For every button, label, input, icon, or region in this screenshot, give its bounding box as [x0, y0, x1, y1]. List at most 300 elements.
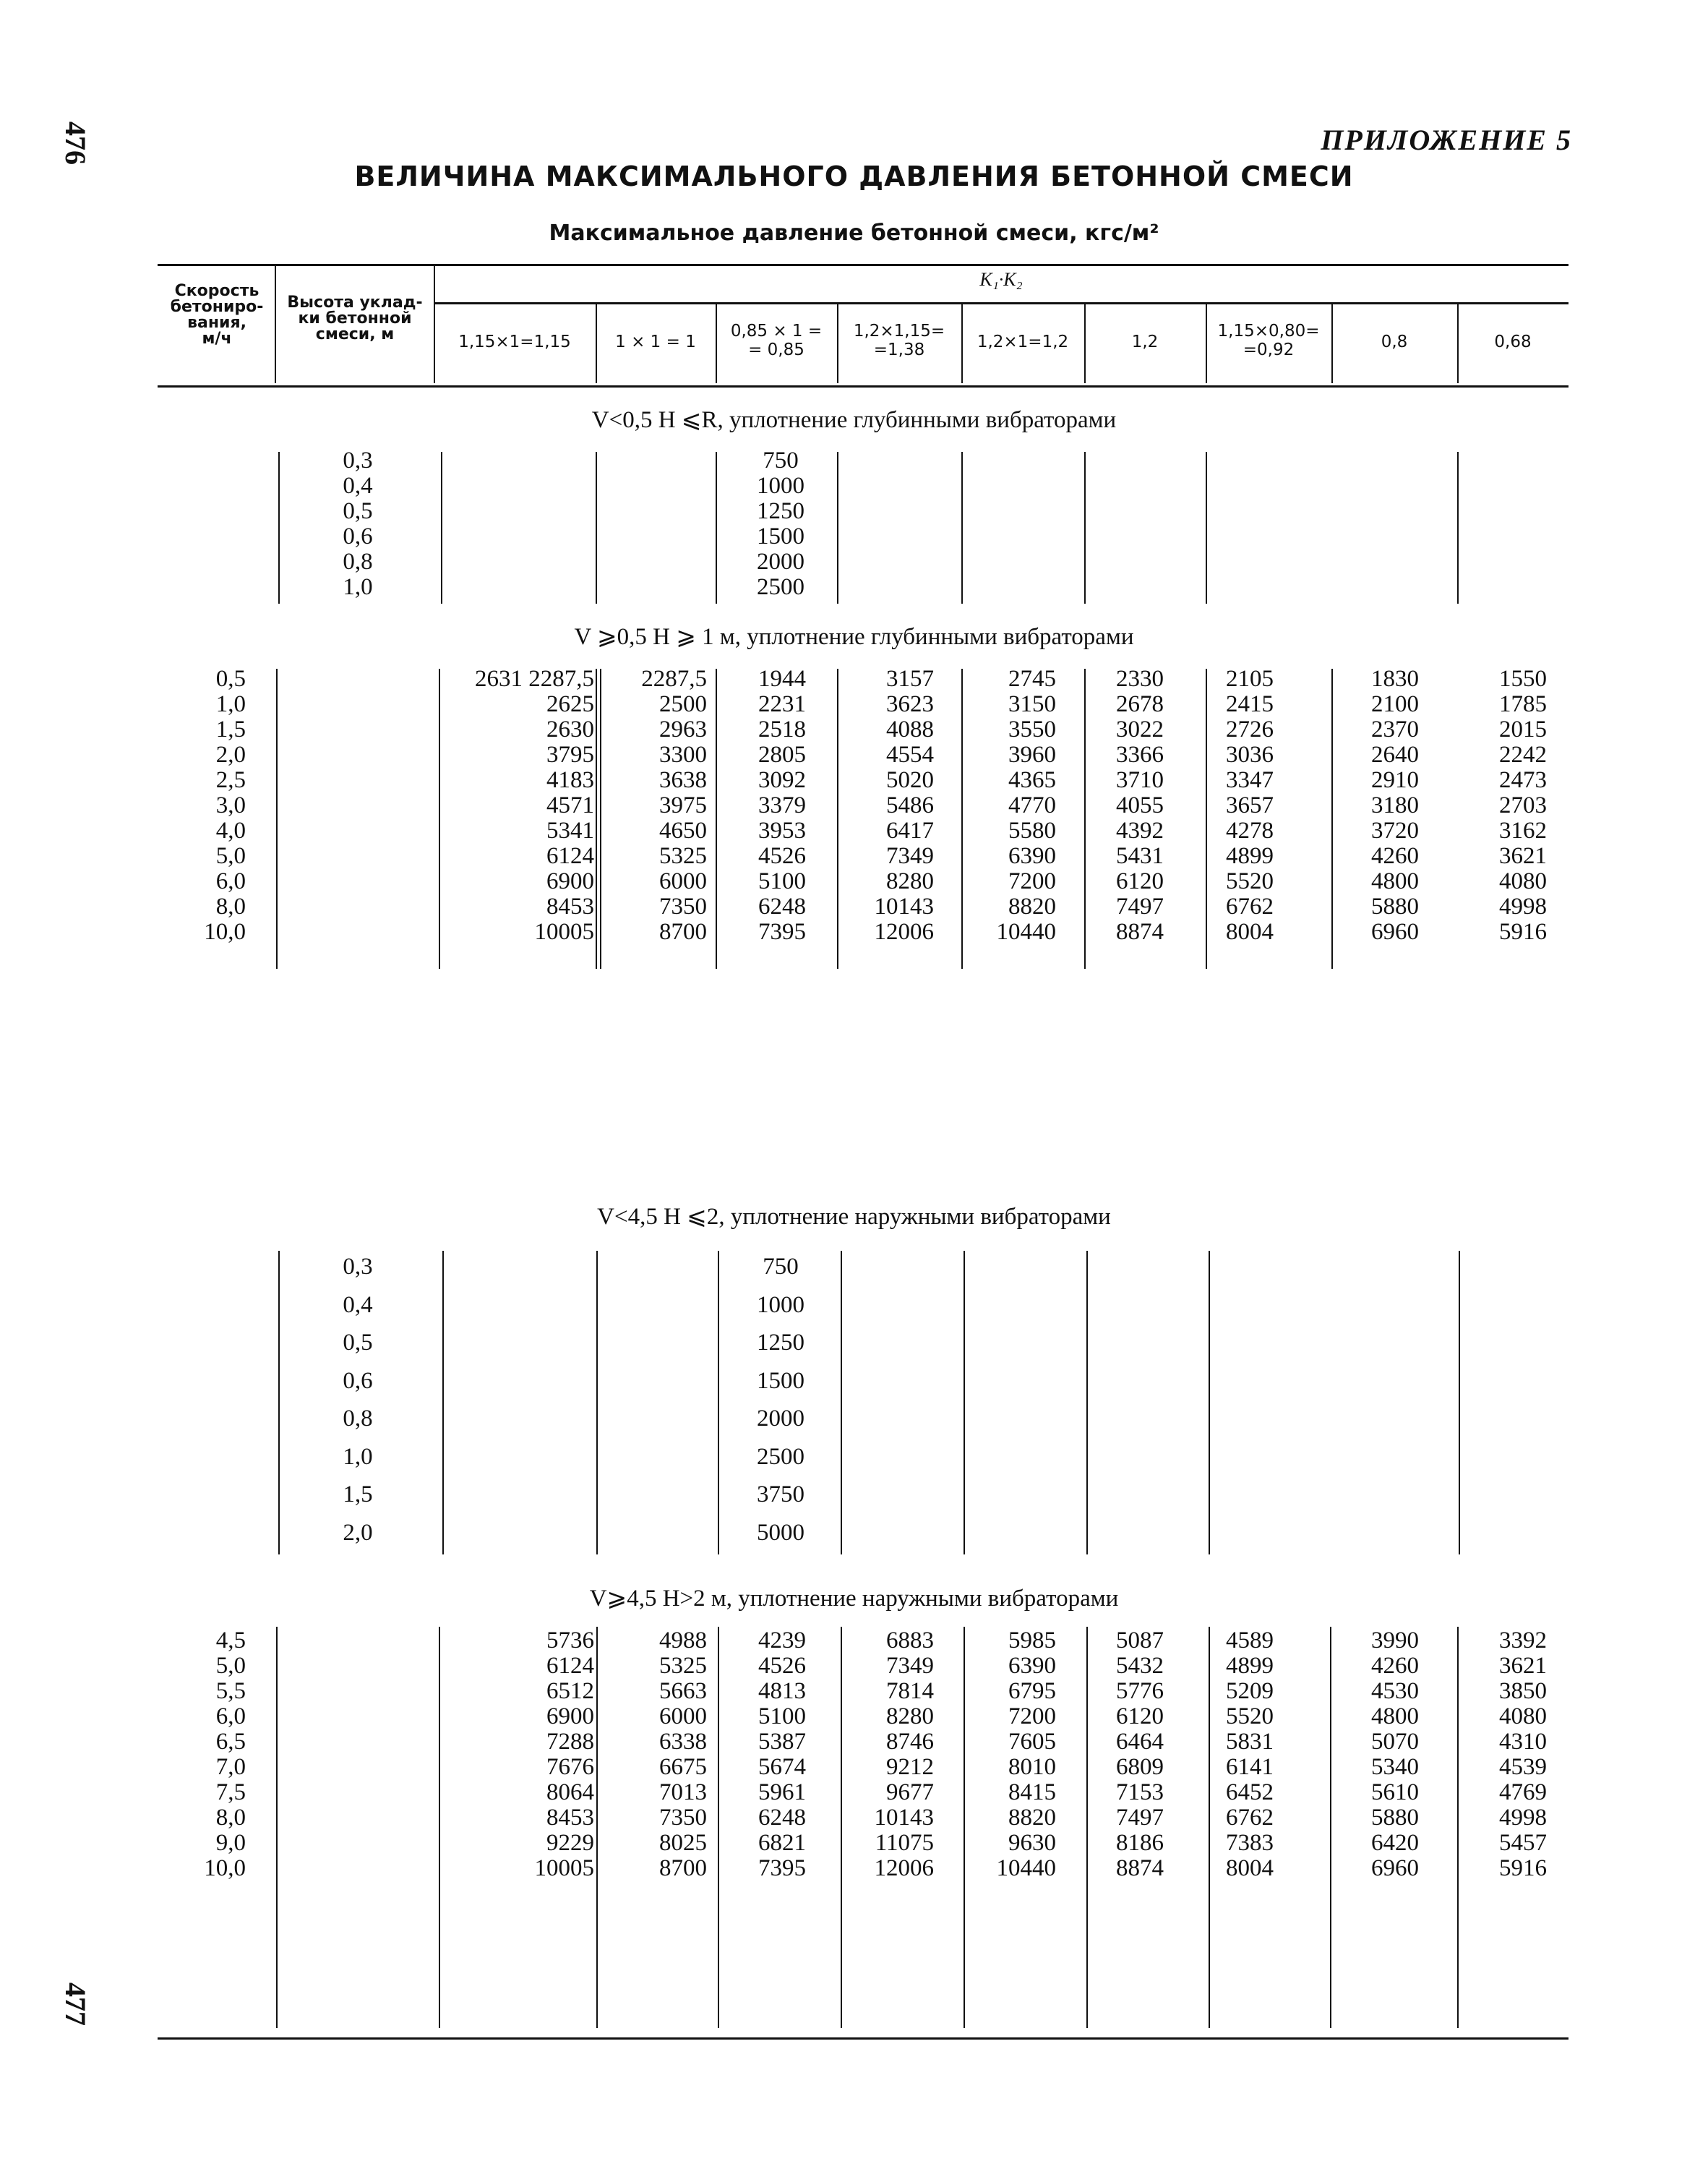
- table-cell: 5961: [758, 1779, 806, 1805]
- table-cell: 6900: [546, 868, 594, 894]
- table-cell: 4239: [758, 1627, 806, 1654]
- table-cell: 3720: [1371, 818, 1419, 844]
- table-cell: 3638: [659, 767, 707, 793]
- table-cell: 4650: [659, 818, 707, 844]
- table-cell: 6120: [1116, 1703, 1164, 1729]
- section2-col-1: [435, 667, 594, 945]
- table-cell: 3366: [1116, 742, 1164, 768]
- section-title-3: V<4,5 H ⩽2, уплотнение наружными вибраторами: [597, 1204, 1111, 1230]
- table-cell: 750: [763, 448, 799, 474]
- table-cell: 4080: [1499, 1703, 1547, 1729]
- table-cell: 6417: [886, 818, 934, 844]
- table-cell: 6420: [1371, 1830, 1419, 1856]
- table-cell: 9,0: [215, 1830, 246, 1856]
- table-cell: 8700: [659, 1855, 707, 1881]
- table-cell: 7288: [546, 1729, 594, 1755]
- column-divider: [1209, 1251, 1210, 1554]
- column-divider: [1457, 452, 1459, 604]
- table-cell: 5520: [1226, 868, 1274, 894]
- table-cell: 8010: [1008, 1754, 1056, 1780]
- table-cell: 4770: [1008, 792, 1056, 818]
- column-divider: [600, 669, 601, 969]
- table-cell: 9229: [546, 1830, 594, 1856]
- table-cell: 5,5: [215, 1678, 246, 1704]
- table-cell: 5520: [1226, 1703, 1274, 1729]
- table-cell: 4080: [1499, 868, 1547, 894]
- table-cell: 5087: [1116, 1627, 1164, 1654]
- table-cell: 4530: [1371, 1678, 1419, 1704]
- table-cell: 2,0: [343, 1519, 373, 1546]
- column-divider: [1084, 452, 1086, 604]
- table-cell: 3990: [1371, 1627, 1419, 1654]
- table-cell: 2015: [1499, 716, 1547, 743]
- header-k-column-9-line: 0,68: [1494, 333, 1532, 351]
- table-cell: 8064: [546, 1779, 594, 1805]
- table-cell: 1550: [1499, 666, 1547, 692]
- table-cell: 3621: [1499, 843, 1547, 869]
- table-cell: 6120: [1116, 868, 1164, 894]
- table-cell: 5831: [1226, 1729, 1274, 1755]
- table-cell: 6809: [1116, 1754, 1164, 1780]
- table-cell: 6900: [546, 1703, 594, 1729]
- table-cell: 1,0: [343, 1443, 373, 1470]
- table-cell: 4769: [1499, 1779, 1547, 1805]
- header-k-column-7: [1206, 322, 1331, 359]
- table-cell: 2000: [757, 1406, 804, 1432]
- table-cell: 5880: [1371, 894, 1419, 920]
- table-cell: 0,4: [343, 473, 373, 499]
- column-divider: [837, 669, 838, 969]
- table-cell: 1000: [757, 1291, 804, 1318]
- table-cell: 0,5: [343, 1330, 373, 1356]
- table-cell: 5736: [546, 1627, 594, 1654]
- table-cell: 2,0: [215, 742, 246, 768]
- table-cell: 3022: [1116, 716, 1164, 743]
- table-cell: 10005: [534, 1855, 594, 1881]
- page-title: ВЕЛИЧИНА МАКСИМАЛЬНОГО ДАВЛЕНИЯ БЕТОННОЙ СМЕСИ: [354, 161, 1354, 192]
- table-cell: 4392: [1116, 818, 1164, 844]
- table-cell: 4183: [546, 767, 594, 793]
- table-cell: 8700: [659, 919, 707, 945]
- table-cell: 4539: [1499, 1754, 1547, 1780]
- table-cell: 2805: [758, 742, 806, 768]
- table-cell: 5610: [1371, 1779, 1419, 1805]
- section-title-1: V<0,5 H ⩽R, уплотнение глубинными вибраторами: [591, 407, 1117, 433]
- table-cell: 4,5: [215, 1627, 246, 1654]
- table-cell: 3953: [758, 818, 806, 844]
- table-cell: 7395: [758, 1855, 806, 1881]
- table-cell: 4260: [1371, 843, 1419, 869]
- table-cell: 5431: [1116, 843, 1164, 869]
- table-cell: 2415: [1226, 691, 1274, 717]
- header-k-column-6-line: 1,2: [1131, 333, 1159, 351]
- table-cell: 2000: [757, 549, 804, 575]
- table-cell: 1785: [1499, 691, 1547, 717]
- column-divider: [442, 1251, 444, 1554]
- table-cell: 7,0: [215, 1754, 246, 1780]
- section4-speeds: [159, 1628, 246, 1881]
- table-cell: 8746: [886, 1729, 934, 1755]
- table-cell: 3657: [1226, 792, 1274, 818]
- table-cell: 8453: [546, 894, 594, 920]
- section1-k085: [744, 448, 817, 600]
- table-cell: 8004: [1226, 1855, 1274, 1881]
- table-cell: 5663: [659, 1678, 707, 1704]
- table-cell: 0,8: [343, 549, 373, 575]
- header-k-column-4-line: 1,2×1,15=: [853, 322, 945, 341]
- column-divider: [1459, 1251, 1460, 1554]
- table-cell: 5340: [1371, 1754, 1419, 1780]
- table-cell: 2500: [757, 574, 804, 600]
- table-cell: 1250: [757, 1330, 804, 1356]
- table-cell: 5325: [659, 1653, 707, 1679]
- table-cell: 3710: [1116, 767, 1164, 793]
- column-divider: [439, 1627, 440, 2028]
- table-cell: 7349: [886, 843, 934, 869]
- section2-col-9: [1453, 667, 1547, 945]
- table-cell: 6141: [1226, 1754, 1274, 1780]
- table-cell: 1250: [757, 498, 804, 524]
- header-k-column-3: [716, 322, 837, 359]
- table-cell: 7153: [1116, 1779, 1164, 1805]
- header-k-column-7-line: =0,92: [1243, 341, 1295, 359]
- table-cell: 0,3: [343, 448, 373, 474]
- table-cell: 6390: [1008, 1653, 1056, 1679]
- table-cell: 8,0: [215, 1805, 246, 1831]
- table-cell: 10143: [874, 894, 934, 920]
- table-cell: 6762: [1226, 894, 1274, 920]
- table-cell: 5674: [758, 1754, 806, 1780]
- section2-col-6: [1070, 667, 1164, 945]
- table-cell: 7200: [1008, 1703, 1056, 1729]
- table-cell: 3092: [758, 767, 806, 793]
- table-cell: 10005: [534, 919, 594, 945]
- table-cell: 6248: [758, 1805, 806, 1831]
- table-cell: 4260: [1371, 1653, 1419, 1679]
- k-group-rule: [434, 302, 1568, 304]
- table-cell: 5457: [1499, 1830, 1547, 1856]
- table-cell: 2745: [1008, 666, 1056, 692]
- header-height-line: Высота уклад-: [287, 294, 423, 312]
- table-cell: 5916: [1499, 1855, 1547, 1881]
- column-divider: [1086, 1251, 1088, 1554]
- table-cell: 6762: [1226, 1805, 1274, 1831]
- table-cell: 4800: [1371, 1703, 1419, 1729]
- table-cell: 5,0: [215, 843, 246, 869]
- table-cell: 2,5: [215, 767, 246, 793]
- table-cell: 9212: [886, 1754, 934, 1780]
- table-cell: 8,0: [215, 894, 246, 920]
- header-speed-line: м/ч: [202, 330, 232, 348]
- table-cell: 5100: [758, 1703, 806, 1729]
- section4-col-2: [613, 1628, 707, 1881]
- table-cell: 5070: [1371, 1729, 1419, 1755]
- table-cell: 3036: [1226, 742, 1274, 768]
- table-cell: 6452: [1226, 1779, 1274, 1805]
- table-cell: 5432: [1116, 1653, 1164, 1679]
- table-cell: 5100: [758, 868, 806, 894]
- section3-heights: [325, 1248, 390, 1552]
- table-cell: 5880: [1371, 1805, 1419, 1831]
- table-cell: 4055: [1116, 792, 1164, 818]
- table-top-rule: [158, 264, 1568, 266]
- header-k-column-1: [434, 333, 596, 351]
- table-cell: 1,0: [343, 574, 373, 600]
- table-cell: 3960: [1008, 742, 1056, 768]
- table-cell: 750: [763, 1254, 799, 1280]
- header-k-column-8: [1331, 333, 1457, 351]
- table-cell: 2726: [1226, 716, 1274, 743]
- column-divider: [718, 1251, 719, 1554]
- table-cell: 7605: [1008, 1729, 1056, 1755]
- section4-col-5: [962, 1628, 1056, 1881]
- table-cell: 7497: [1116, 894, 1164, 920]
- header-k-column-9: [1457, 333, 1568, 351]
- table-cell: 7383: [1226, 1830, 1274, 1856]
- header-k-column-4: [837, 322, 961, 359]
- table-cell: 2100: [1371, 691, 1419, 717]
- column-divider: [596, 452, 597, 604]
- table-cell: 8820: [1008, 1805, 1056, 1831]
- column-divider: [841, 1251, 842, 1554]
- table-cell: 11075: [875, 1830, 934, 1856]
- header-k-column-2-line: 1 × 1 = 1: [615, 333, 696, 351]
- table-cell: 1000: [757, 473, 804, 499]
- table-cell: 5580: [1008, 818, 1056, 844]
- column-divider: [596, 1251, 598, 1554]
- header-k-column-1-line: 1,15×1=1,15: [458, 333, 571, 351]
- header-bottom-rule: [158, 385, 1568, 388]
- header-k-column-3-line: 0,85 × 1 =: [730, 322, 823, 341]
- table-cell: 4,0: [215, 818, 246, 844]
- table-cell: 7814: [886, 1678, 934, 1704]
- section4-col-1: [500, 1628, 594, 1881]
- table-cell: 8280: [886, 868, 934, 894]
- section3-k085: [744, 1248, 817, 1552]
- table-cell: 4988: [659, 1627, 707, 1654]
- table-cell: 10143: [874, 1805, 934, 1831]
- column-divider: [278, 452, 280, 604]
- column-divider: [276, 669, 278, 969]
- table-cell: 4526: [758, 843, 806, 869]
- table-cell: 7395: [758, 919, 806, 945]
- table-cell: 10,0: [204, 919, 246, 945]
- table-cell: 7349: [886, 1653, 934, 1679]
- table-cell: 9677: [886, 1779, 934, 1805]
- table-cell: 5,0: [215, 1653, 246, 1679]
- table-cell: 3850: [1499, 1678, 1547, 1704]
- table-cell: 6000: [659, 868, 707, 894]
- table-cell: 3379: [758, 792, 806, 818]
- page-number-bottom: 477: [59, 1982, 92, 2026]
- table-cell: 7350: [659, 894, 707, 920]
- table-cell: 12006: [874, 1855, 934, 1881]
- table-cell: 2963: [659, 716, 707, 743]
- column-divider: [716, 452, 717, 604]
- table-cell: 2370: [1371, 716, 1419, 743]
- header-k-column-5-line: 1,2×1=1,2: [977, 333, 1069, 351]
- table-cell: 2910: [1371, 767, 1419, 793]
- table-cell: 4998: [1499, 1805, 1547, 1831]
- header-height-line: ки бетонной: [298, 309, 412, 328]
- table-cell: 4310: [1499, 1729, 1547, 1755]
- table-cell: 2678: [1116, 691, 1164, 717]
- table-cell: 3623: [886, 691, 934, 717]
- table-cell: 8874: [1116, 919, 1164, 945]
- table-cell: 2231: [758, 691, 806, 717]
- table-cell: 0,5: [215, 666, 246, 692]
- table-cell: 5341: [546, 818, 594, 844]
- table-bottom-rule: [158, 2037, 1568, 2040]
- table-cell: 5209: [1226, 1678, 1274, 1704]
- table-cell: 3795: [546, 742, 594, 768]
- table-cell: 10,0: [204, 1855, 246, 1881]
- section4-col-9: [1453, 1628, 1547, 1881]
- table-cell: 6,0: [215, 868, 246, 894]
- table-cell: 1,5: [215, 716, 246, 743]
- header-k-column-4-line: =1,38: [873, 341, 925, 359]
- table-cell: 2640: [1371, 742, 1419, 768]
- header-speed-line: бетониро-: [170, 298, 264, 316]
- table-cell: 6960: [1371, 1855, 1419, 1881]
- table-cell: 3162: [1499, 818, 1547, 844]
- table-cell: 4589: [1226, 1627, 1274, 1654]
- column-divider: [441, 452, 442, 604]
- table-cell: 3157: [886, 666, 934, 692]
- table-cell: 10440: [996, 1855, 1056, 1881]
- table-cell: 8874: [1116, 1855, 1164, 1881]
- table-cell: 8004: [1226, 919, 1274, 945]
- table-cell: 4278: [1226, 818, 1274, 844]
- header-speed-line: вания,: [187, 314, 246, 332]
- header-k-column-3-line: = 0,85: [748, 341, 804, 359]
- column-divider: [596, 669, 597, 969]
- table-cell: 1944: [758, 666, 806, 692]
- table-cell: 7013: [659, 1779, 707, 1805]
- table-cell: 0,8: [343, 1406, 373, 1432]
- section2-speeds: [159, 667, 246, 945]
- table-cell: 6675: [659, 1754, 707, 1780]
- section2-col-2: [613, 667, 707, 945]
- table-cell: 4554: [886, 742, 934, 768]
- table-cell: 3392: [1499, 1627, 1547, 1654]
- column-divider: [964, 1251, 965, 1554]
- header-k1k2: K₁·K₂: [979, 269, 1023, 290]
- table-cell: 2105: [1226, 666, 1274, 692]
- section-title-2: V ⩾0,5 H ⩾ 1 м, уплотнение глубинными вибраторами: [574, 624, 1134, 650]
- page-number-top: 476: [59, 121, 92, 165]
- table-cell: 9630: [1008, 1830, 1056, 1856]
- table-cell: 0,4: [343, 1291, 373, 1318]
- appendix-label: ПРИЛОЖЕНИЕ 5: [1321, 124, 1572, 156]
- table-cell: 8415: [1008, 1779, 1056, 1805]
- table-cell: 3621: [1499, 1653, 1547, 1679]
- table-cell: 6248: [758, 894, 806, 920]
- table-cell: 5000: [757, 1519, 804, 1546]
- table-cell: 8025: [659, 1830, 707, 1856]
- table-cell: 7200: [1008, 868, 1056, 894]
- header-k-column-2: [596, 333, 716, 351]
- table-cell: 2518: [758, 716, 806, 743]
- table-cell: 3347: [1226, 767, 1274, 793]
- header-k-column-7-line: 1,15×0,80=: [1217, 322, 1320, 341]
- table-cell: 4899: [1226, 1653, 1274, 1679]
- table-cell: 2473: [1499, 767, 1547, 793]
- table-cell: 3300: [659, 742, 707, 768]
- table-cell: 7676: [546, 1754, 594, 1780]
- table-cell: 2631 2287,5: [475, 666, 594, 692]
- table-cell: 10440: [996, 919, 1056, 945]
- table-cell: 5916: [1499, 919, 1547, 945]
- table-cell: 8280: [886, 1703, 934, 1729]
- table-cell: 8820: [1008, 894, 1056, 920]
- table-cell: 1500: [757, 523, 804, 549]
- table-cell: 6821: [758, 1830, 806, 1856]
- table-cell: 1830: [1371, 666, 1419, 692]
- table-cell: 2242: [1499, 742, 1547, 768]
- table-cell: 0,3: [343, 1254, 373, 1280]
- section4-col-4: [840, 1628, 934, 1881]
- table-cell: 4365: [1008, 767, 1056, 793]
- table-cell: 4571: [546, 792, 594, 818]
- table-cell: 5486: [886, 792, 934, 818]
- table-cell: 5325: [659, 843, 707, 869]
- section-title-4: V⩾4,5 H>2 м, уплотнение наружными вибраторами: [589, 1586, 1119, 1612]
- table-cell: 5776: [1116, 1678, 1164, 1704]
- section4-col-8: [1325, 1628, 1419, 1881]
- table-cell: 3,0: [215, 792, 246, 818]
- table-cell: 1,0: [215, 691, 246, 717]
- table-cell: 5387: [758, 1729, 806, 1755]
- table-cell: 7,5: [215, 1779, 246, 1805]
- table-cell: 6512: [546, 1678, 594, 1704]
- section1-heights: [318, 448, 398, 600]
- table-cell: 0,6: [343, 523, 373, 549]
- table-cell: 6883: [886, 1627, 934, 1654]
- table-cell: 2703: [1499, 792, 1547, 818]
- column-divider: [596, 1627, 598, 2028]
- table-cell: 2287,5: [641, 666, 707, 692]
- column-divider: [278, 1251, 280, 1554]
- table-cell: 8186: [1116, 1830, 1164, 1856]
- table-cell: 2500: [659, 691, 707, 717]
- table-cell: 8453: [546, 1805, 594, 1831]
- column-divider: [1206, 452, 1207, 604]
- table-cell: 6124: [546, 1653, 594, 1679]
- table-cell: 6390: [1008, 843, 1056, 869]
- section2-col-4: [840, 667, 934, 945]
- table-cell: 1500: [757, 1367, 804, 1394]
- table-cell: 4813: [758, 1678, 806, 1704]
- table-cell: 6,0: [215, 1703, 246, 1729]
- table-cell: 1,5: [343, 1481, 373, 1507]
- table-caption: Максимальное давление бетонной смеси, кгс/м²: [549, 221, 1159, 246]
- table-cell: 0,6: [343, 1367, 373, 1394]
- table-cell: 3180: [1371, 792, 1419, 818]
- table-cell: 4899: [1226, 843, 1274, 869]
- section2-col-7: [1180, 667, 1274, 945]
- table-cell: 3975: [659, 792, 707, 818]
- section2-col-3: [712, 667, 806, 945]
- table-cell: 6338: [659, 1729, 707, 1755]
- column-divider: [961, 452, 963, 604]
- table-cell: 7497: [1116, 1805, 1164, 1831]
- table-cell: 4526: [758, 1653, 806, 1679]
- section4-col-3: [712, 1628, 806, 1881]
- header-speed-line: Скорость: [174, 282, 259, 300]
- table-cell: 7350: [659, 1805, 707, 1831]
- table-cell: 5020: [886, 767, 934, 793]
